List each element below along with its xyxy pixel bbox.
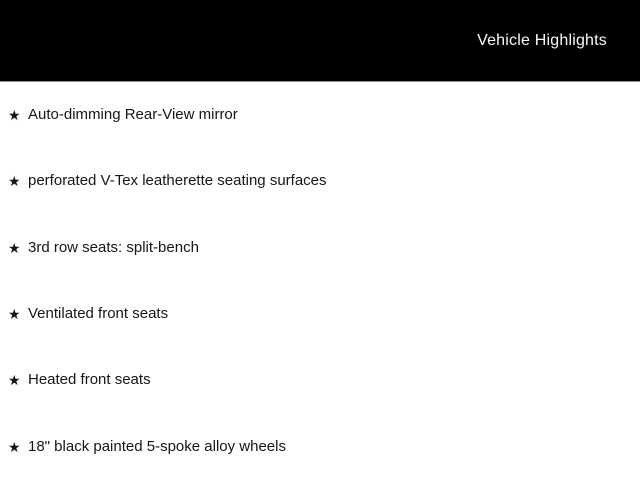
list-item-label: Auto-dimming Rear-View mirror: [28, 106, 238, 124]
list-item: [8, 371, 640, 389]
list-item: [8, 172, 640, 190]
star-icon: ★: [8, 372, 21, 389]
list-item-label: Ventilated front seats: [28, 305, 169, 323]
header-bar: [0, 0, 640, 82]
star-icon: ★: [8, 306, 21, 323]
star-icon: ★: [8, 239, 21, 256]
star-icon: ★: [8, 173, 21, 190]
star-icon: ★: [8, 107, 21, 124]
list-item-label: Heated front seats: [28, 371, 151, 389]
list-item-label: 3rd row seats: split-bench: [28, 238, 199, 256]
highlights-list: [0, 82, 640, 480]
star-icon: ★: [8, 438, 21, 455]
list-item: [8, 239, 640, 257]
page-title: Vehicle Highlights: [477, 31, 607, 49]
list-item-label: 18" black painted 5-spoke alloy wheels: [28, 437, 286, 455]
list-item: [8, 438, 640, 456]
list-item: [8, 305, 640, 323]
list-item: [8, 106, 640, 124]
list-item-label: perforated V-Tex leatherette seating surfaces: [28, 172, 327, 190]
